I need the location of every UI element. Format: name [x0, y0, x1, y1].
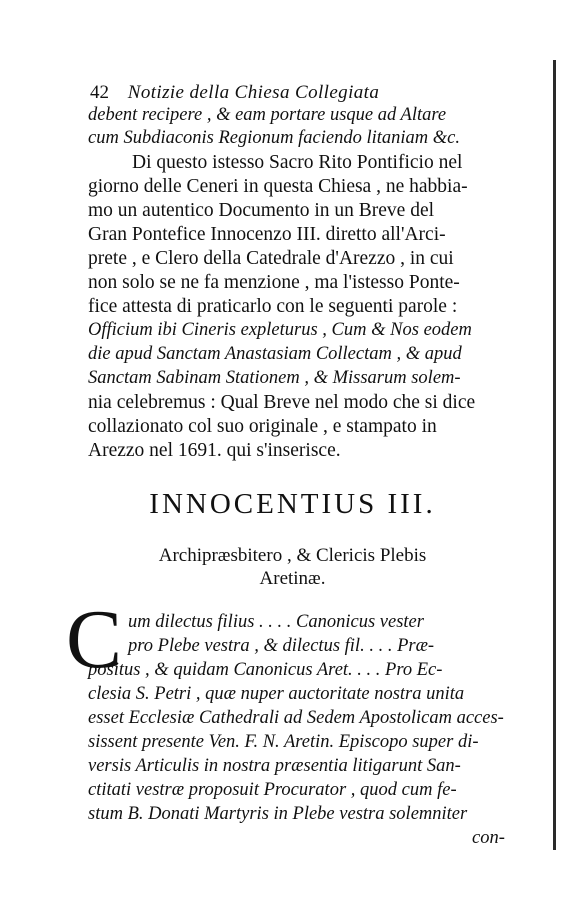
body-line: collazionato col suo originale , e stampato in — [88, 416, 437, 437]
drop-cap: C — [66, 593, 123, 686]
running-header — [90, 82, 379, 104]
body-line: giorno delle Ceneri in questa Chiesa , ne habbia- — [88, 176, 468, 197]
body-line: die apud Sanctam Anastasiam Collectam , & apud — [88, 344, 462, 364]
body-line: Arezzo nel 1691. qui s'inserisce. — [88, 440, 341, 461]
body-line: debent recipere , & eam portare usque ad Altare — [88, 105, 447, 125]
body-line: fice attesta di praticarlo con le seguenti parole : — [88, 296, 458, 317]
letter-line: positus , & quidam Canonicus Aret. . . . Pro Ec- — [88, 660, 443, 680]
section-title: INNOCENTIUS III. — [149, 488, 436, 520]
letter-line: pro Plebe vestra , & dilectus fil. . . . Præ- — [128, 636, 435, 656]
running-title: Notizie della Chiesa Collegiata — [127, 82, 380, 103]
letter-line: stum B. Donati Martyris in Plebe vestra solemniter — [88, 804, 468, 824]
address-line: Aretinæ. — [259, 568, 326, 589]
body-line: prete , e Clero della Catedrale d'Arezzo , in cui — [88, 248, 454, 269]
letter-line: sissent presente Ven. F. N. Aretin. Episcopo super di- — [88, 732, 479, 752]
body-line: Officium ibi Cineris expleturus , Cum & Nos eodem — [88, 320, 472, 340]
letter-line: esset Ecclesiæ Cathedrali ad Sedem Apostolicam acces- — [88, 708, 504, 728]
body-line: cum Subdiaconis Regionum faciendo litaniam &c. — [88, 128, 460, 148]
page-edge-shadow — [553, 60, 556, 850]
body-line: nia celebremus : Qual Breve nel modo che si dice — [88, 392, 476, 413]
body-line: non solo se ne fa menzione , ma l'istesso Ponte- — [88, 272, 460, 293]
body-line: Gran Pontefice Innocenzo III. diretto all'Arci- — [88, 224, 446, 245]
catchword: con- — [472, 828, 505, 848]
page-number: 42 — [90, 82, 109, 103]
letter-line: ctitati vestræ proposuit Procurator , quod cum fe- — [88, 780, 457, 800]
letter-line: um dilectus filius . . . . Canonicus vester — [128, 612, 424, 632]
letter-line: clesia S. Petri , quæ nuper auctoritate nostra unita — [88, 684, 465, 704]
letter-line: versis Articulis in nostra præsentia litigarunt San- — [88, 756, 461, 776]
address-line: Archipræsbitero , & Clericis Plebis — [158, 545, 427, 566]
body-line: Sanctam Sabinam Stationem , & Missarum solem- — [88, 368, 461, 388]
body-line: Di questo istesso Sacro Rito Pontificio nel — [132, 152, 463, 173]
body-line: mo un autentico Documento in un Breve del — [88, 200, 435, 221]
